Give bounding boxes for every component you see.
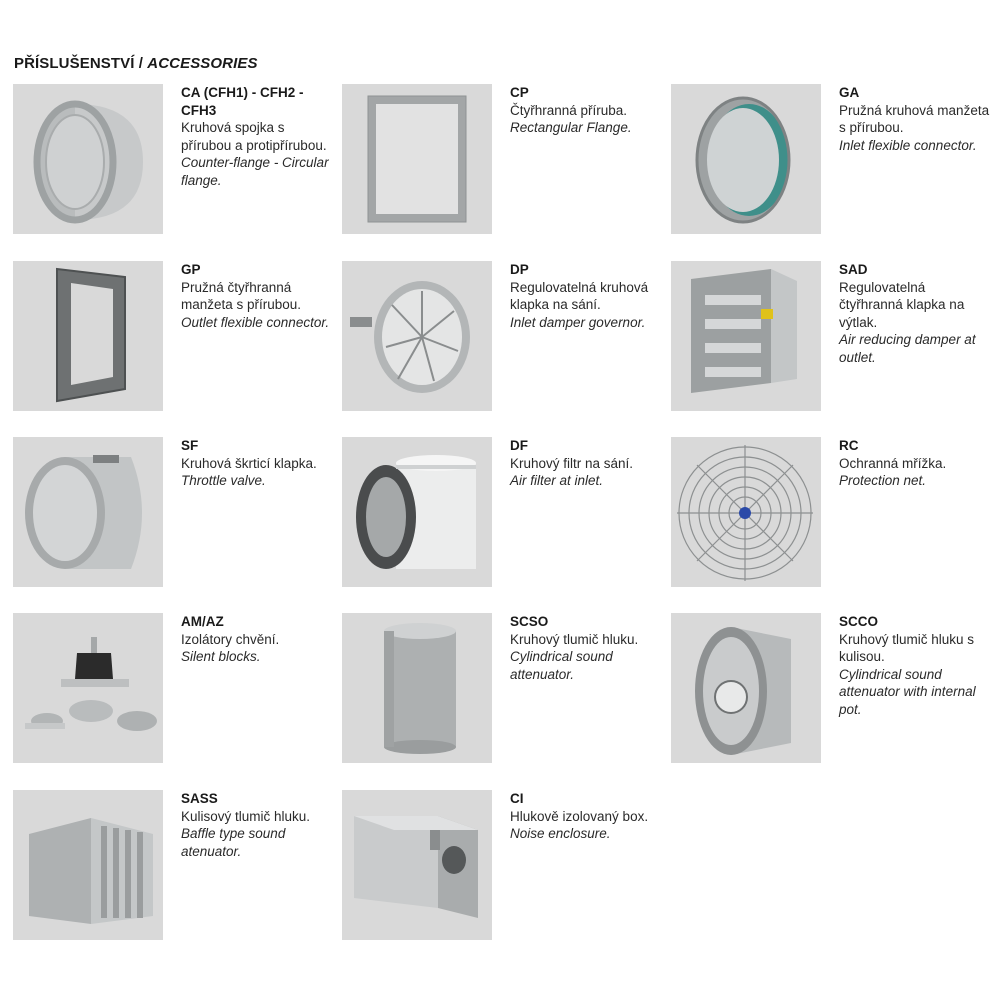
item-description-cz: Kruhový tlumič hluku s kulisou. (839, 631, 975, 665)
item-code: SCCO (839, 614, 879, 629)
noise-enclosure-image (342, 790, 492, 940)
accessory-item-df (342, 437, 662, 589)
item-description-cz: Kruhový tlumič hluku. (510, 631, 639, 647)
air-filter-image (342, 437, 492, 587)
item-description-cz: Izolátory chvění. (181, 631, 280, 647)
accessory-item-sf (13, 437, 333, 589)
outlet-flexible-connector-image (13, 261, 163, 411)
item-description-cz: Pružná čtyřhranná manžeta s přírubou. (181, 279, 302, 313)
item-code: SF (181, 438, 199, 453)
rectangular-damper-image (671, 261, 821, 411)
accessory-item-scco (671, 613, 991, 765)
item-description-en: Counter-flange - Circular flange. (181, 155, 329, 188)
heading-cz: PŘÍSLUŠENSTVÍ / (14, 55, 148, 72)
item-code: SCSO (510, 614, 549, 629)
accessory-item-scso (342, 613, 662, 765)
item-description-cz: Kruhový filtr na sání. (510, 455, 634, 471)
item-description-en: Throttle valve. (181, 473, 266, 489)
item-description-en: Air reducing damper at outlet. (839, 332, 976, 365)
inlet-flexible-connector-image (671, 84, 821, 234)
item-code: SAD (839, 262, 868, 277)
item-description-en: Cylindrical sound attenuator. (510, 649, 613, 682)
item-code: CA (CFH1) - CFH2 - CFH3 (181, 85, 304, 118)
item-code: CP (510, 85, 529, 100)
item-description-en: Inlet flexible connector. (839, 137, 977, 153)
item-code: GA (839, 85, 860, 100)
item-description-en: Silent blocks. (181, 649, 261, 665)
accessory-item-rc (671, 437, 991, 589)
item-description-en: Inlet damper governor. (510, 314, 646, 330)
protection-net-image (671, 437, 821, 587)
item-code: GP (181, 262, 201, 277)
item-description-en: Rectangular Flange. (510, 120, 632, 136)
item-description-cz: Hlukově izolovaný box. (510, 808, 649, 824)
item-description-cz: Ochranná mřížka. (839, 455, 947, 471)
item-description-en: Outlet flexible connector. (181, 314, 330, 330)
cylindrical-attenuator-image (342, 613, 492, 763)
throttle-valve-image (13, 437, 163, 587)
item-code: SASS (181, 791, 218, 806)
circular-flange-image (13, 84, 163, 234)
item-code: AM/AZ (181, 614, 224, 629)
item-description-cz: Pružná kruhová manžeta s přírubou. (839, 102, 990, 136)
accessory-item-sad (671, 261, 991, 413)
accessory-item-am-az (13, 613, 333, 765)
item-description-cz: Kulisový tlumič hluku. (181, 808, 311, 824)
inlet-damper-image (342, 261, 492, 411)
accessory-item-ci (342, 790, 662, 942)
item-description-en: Air filter at inlet. (510, 473, 604, 489)
attenuator-internal-pot-image (671, 613, 821, 763)
accessory-item-gp (13, 261, 333, 413)
item-code: CI (510, 791, 524, 806)
item-description-en: Noise enclosure. (510, 826, 611, 842)
item-description-cz: Regulovatelná kruhová klapka na sání. (510, 279, 649, 313)
silent-blocks-image (13, 613, 163, 763)
item-code: DF (510, 438, 528, 453)
item-description-en: Protection net. (839, 473, 927, 489)
accessory-item-ga (671, 84, 991, 236)
item-code: RC (839, 438, 859, 453)
page-heading (14, 55, 258, 72)
item-code: DP (510, 262, 529, 277)
rectangular-flange-image (342, 84, 492, 234)
item-description-cz: Regulovatelná čtyřhranná klapka na výtlak. (839, 279, 965, 330)
accessory-item-sass (13, 790, 333, 942)
accessory-item-ca (13, 84, 333, 236)
heading-en: ACCESSORIES (147, 55, 258, 72)
baffle-attenuator-image (13, 790, 163, 940)
item-description-en: Baffle type sound atenuator. (181, 826, 286, 859)
accessory-item-dp (342, 261, 662, 413)
item-description-en: Cylindrical sound attenuator with internal pot. (839, 666, 976, 717)
item-description-cz: Čtyřhranná příruba. (510, 102, 628, 118)
accessory-item-cp (342, 84, 662, 236)
item-description-cz: Kruhová spojka s přírubou a protipřírubou. (181, 120, 327, 153)
item-description-cz: Kruhová škrticí klapka. (181, 455, 317, 471)
